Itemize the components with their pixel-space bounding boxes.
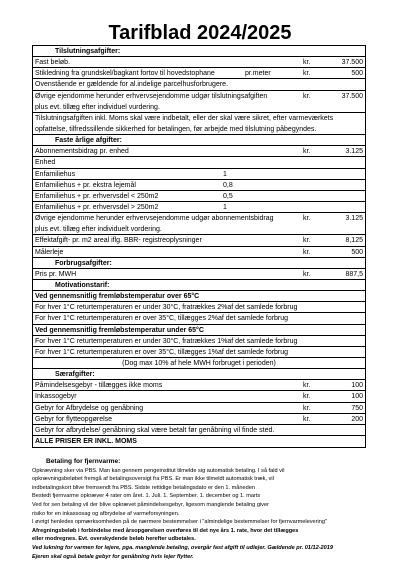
table-row (33, 91, 365, 102)
row-text: Stikledning fra grundskel/bagkant fortov til hovedstophane (35, 70, 215, 78)
table-row (33, 247, 365, 258)
row-unit: kr. (303, 59, 311, 67)
row-mid: pr.meter (245, 70, 271, 78)
heading-text: Forbrugsafgifter: (55, 259, 112, 267)
row-text: For hver 1°C returtemperaturen er under 30°C, fratrækkes 2%af det samlede forbrug (35, 304, 298, 312)
table-row (33, 180, 365, 191)
row-text: (Dog max 10% af hele MWH forbruget i perioden) (122, 359, 276, 367)
page-title: Tarifblad 2024/2025 (108, 22, 292, 44)
table-row (33, 403, 365, 414)
note-line: opkrævningsbeløbet fremgå af betalingsoversigt fra PBS. Er man ikke tilmeldt automatisk træk, vil (32, 476, 274, 483)
table-row (33, 224, 365, 235)
row-value: 37.500 (341, 92, 363, 100)
row-value: 100 (351, 393, 363, 401)
row-text: For hver 1°C returtemperaturen er under 30°C, fratrækkes 1%af det samlede forbrug (35, 337, 298, 345)
row-qty: 1 (223, 170, 227, 178)
table-row (33, 169, 365, 180)
row-text: Målerleje (35, 248, 64, 256)
row-text: Tilslutningsafgiften inkl. Moms skal være indbetalt, eller der skal være sikret, efter varmeværkets (35, 114, 334, 122)
payment-notes (32, 458, 372, 561)
table-row (33, 347, 365, 358)
row-unit: kr. (303, 70, 311, 78)
row-text: Abonnementsbidrag pr. enhed (35, 148, 129, 156)
row-unit: kr. (303, 237, 311, 245)
row-unit: kr. (303, 393, 311, 401)
table-row (33, 68, 365, 79)
row-unit: kr. (303, 215, 311, 223)
table-row (33, 269, 365, 280)
table-row (33, 157, 365, 168)
table-row (33, 213, 365, 224)
heading-text: Særafgifter: (55, 371, 95, 379)
row-value: 3.125 (345, 215, 363, 223)
table-row (33, 336, 365, 347)
note-line: Ved for sen betaling vil der blive opkrævet påmindelsesgebyr, ligesom manglende betaling giver (32, 501, 269, 508)
table-row (33, 313, 365, 324)
tariff-table (32, 45, 366, 448)
row-value: 37.500 (341, 59, 363, 67)
note-line-bold: Afregningsbeløb i forbindelse med årsopgørelsen overføres til det nye års 1. rate, hvor det tillægges (32, 527, 299, 534)
row-text: opfattelse, tilfredssillende sikkerhed for betalingen, før arbejde med tilslutning påbegyndes. (35, 125, 317, 133)
row-text: Fast beløb. (35, 59, 71, 67)
row-text: Ved gennemsnitlig fremløbstemperatur under 65°C (35, 326, 204, 334)
table-row (33, 146, 365, 157)
note-line: I øvrigt henledes opmærksomheden på de nærmere bestemmelser i "almindelige bestemmelser for fjernvarmelevering" (32, 519, 327, 526)
section-heading-faste (33, 135, 365, 146)
row-text: Øvrige ejendomme herunder erhvervsejendomme udgør tilslutningsafgiften (35, 92, 268, 100)
row-text: Enhed (35, 159, 56, 167)
table-row (33, 325, 365, 336)
note-line-bold: eller modregnes. Evt. overskydende beløb herefter udbetales. (32, 536, 196, 543)
row-qty: 1 (223, 203, 227, 211)
heading-text: Motivationstarif: (55, 281, 110, 289)
row-text: Gebyr for afbrydelse/ genåbning skal være betalt før genåbning vil finde sted. (35, 426, 275, 434)
row-text: ALLE PRISER ER INKL. MOMS (35, 437, 137, 445)
row-unit: kr. (303, 92, 311, 100)
row-text: Enfamiliehus + pr. erhvervsdel < 250m2 (35, 192, 159, 200)
row-text: Pris pr. MWH (35, 270, 77, 278)
note-line: Bestedt fjernvarme opkræver 4 rater om året. 1. Juli. 1. September. 1. december og 1. marts (32, 493, 261, 500)
row-unit: kr. (303, 248, 311, 256)
row-text: Enfamiliehus (35, 170, 76, 178)
row-unit: kr. (303, 404, 311, 412)
table-row (33, 436, 365, 447)
table-row (33, 414, 365, 425)
row-unit: kr. (303, 148, 311, 156)
row-text: Enfamiliehus + pr. ekstra lejemål (35, 181, 136, 189)
row-text: Gebyr for flytteopgørelse (35, 415, 113, 423)
notes-heading: Betaling for fjernvarme: (46, 458, 121, 465)
table-row (33, 235, 365, 246)
table-row (33, 191, 365, 202)
row-text: For hver 1°C returtemperaturen er over 35°C, tillægges 2%af det samlede forbrug (35, 315, 289, 323)
table-row (33, 302, 365, 313)
note-line: indbetalingskort blive fremsendt fra PBS. Sidste rettidige betalingsdato er den 1. måneden (32, 484, 255, 491)
row-text: Ved gennemsnitlig fremløbstemperatur over 65°C (35, 293, 200, 301)
row-value: 3.125 (345, 148, 363, 156)
row-text: For hver 1°C returtemperaturen er over 35°C, tillægges 1%af det samlede forbrug (35, 348, 289, 356)
table-row (33, 380, 365, 391)
row-qty: 0,8 (223, 181, 233, 189)
table-row (33, 113, 365, 124)
row-value: 887,5 (345, 270, 363, 278)
row-unit: kr. (303, 415, 311, 423)
row-qty: 0,5 (223, 192, 233, 200)
note-line: Opkrævning sker via PBS. Man kan gennem pengeinstitut tilmelde sig automatisk betaling. I så fald vil (32, 467, 285, 474)
row-value: 500 (351, 248, 363, 256)
table-row (33, 391, 365, 402)
table-row (33, 57, 365, 68)
row-text: Inkassogebyr (35, 393, 77, 401)
row-text: Påmindelsesgebyr - tillægges ikke moms (35, 382, 163, 390)
heading-text: Faste årlige afgifter: (55, 137, 122, 145)
section-heading-saer (33, 369, 365, 380)
note-line: risiko for en inkassosag og afbrydelse af varmeforsyningen. (32, 510, 180, 517)
table-row (33, 202, 365, 213)
note-line-italic: Ved lukning for varmen for lejere, pga. manglende betaling, overgår fast afgift til udlejer. Gældende pr. 01/12-2019 (32, 544, 334, 551)
heading-text: Tilslutningsafgifter: (55, 48, 121, 55)
row-value: 500 (351, 70, 363, 78)
section-heading-forbrug (33, 258, 365, 269)
row-text: Øvrige ejendomme herunder erhvervsejendomme udgør abonnementsbidrag (35, 215, 274, 223)
table-row (33, 358, 365, 369)
row-text: Gebyr for Afbrydelse og genåbning (35, 404, 144, 412)
row-unit: kr. (303, 270, 311, 278)
note-line-italic: Ejeren skal også betale gebyr for genåbning hvis lejer flytter. (32, 553, 194, 560)
row-value: 750 (351, 404, 363, 412)
row-text: Effektafgift- pr. m2 areal iflg. BBR- registreoplysninger (35, 237, 202, 245)
row-unit: kr. (303, 382, 311, 390)
row-text: Ovenstående er gældende for al.indelige parcelhusforbrugere. (35, 81, 229, 89)
section-heading-tilslutning (33, 46, 365, 57)
row-text: plus evt. tillæg efter individuel vurdering. (35, 103, 160, 111)
row-value: 100 (351, 382, 363, 390)
row-text: Enfamiliehus + pr. erhvervsdel > 250m2 (35, 203, 159, 211)
table-row (33, 79, 365, 90)
table-row (33, 291, 365, 302)
table-row (33, 124, 365, 135)
row-value: 200 (351, 415, 363, 423)
table-row (33, 102, 365, 113)
row-text: plus evt. tillæg efter individuelt vordering. (35, 226, 162, 234)
section-heading-motivation (33, 280, 365, 291)
table-row (33, 425, 365, 436)
row-value: 8,125 (345, 237, 363, 245)
